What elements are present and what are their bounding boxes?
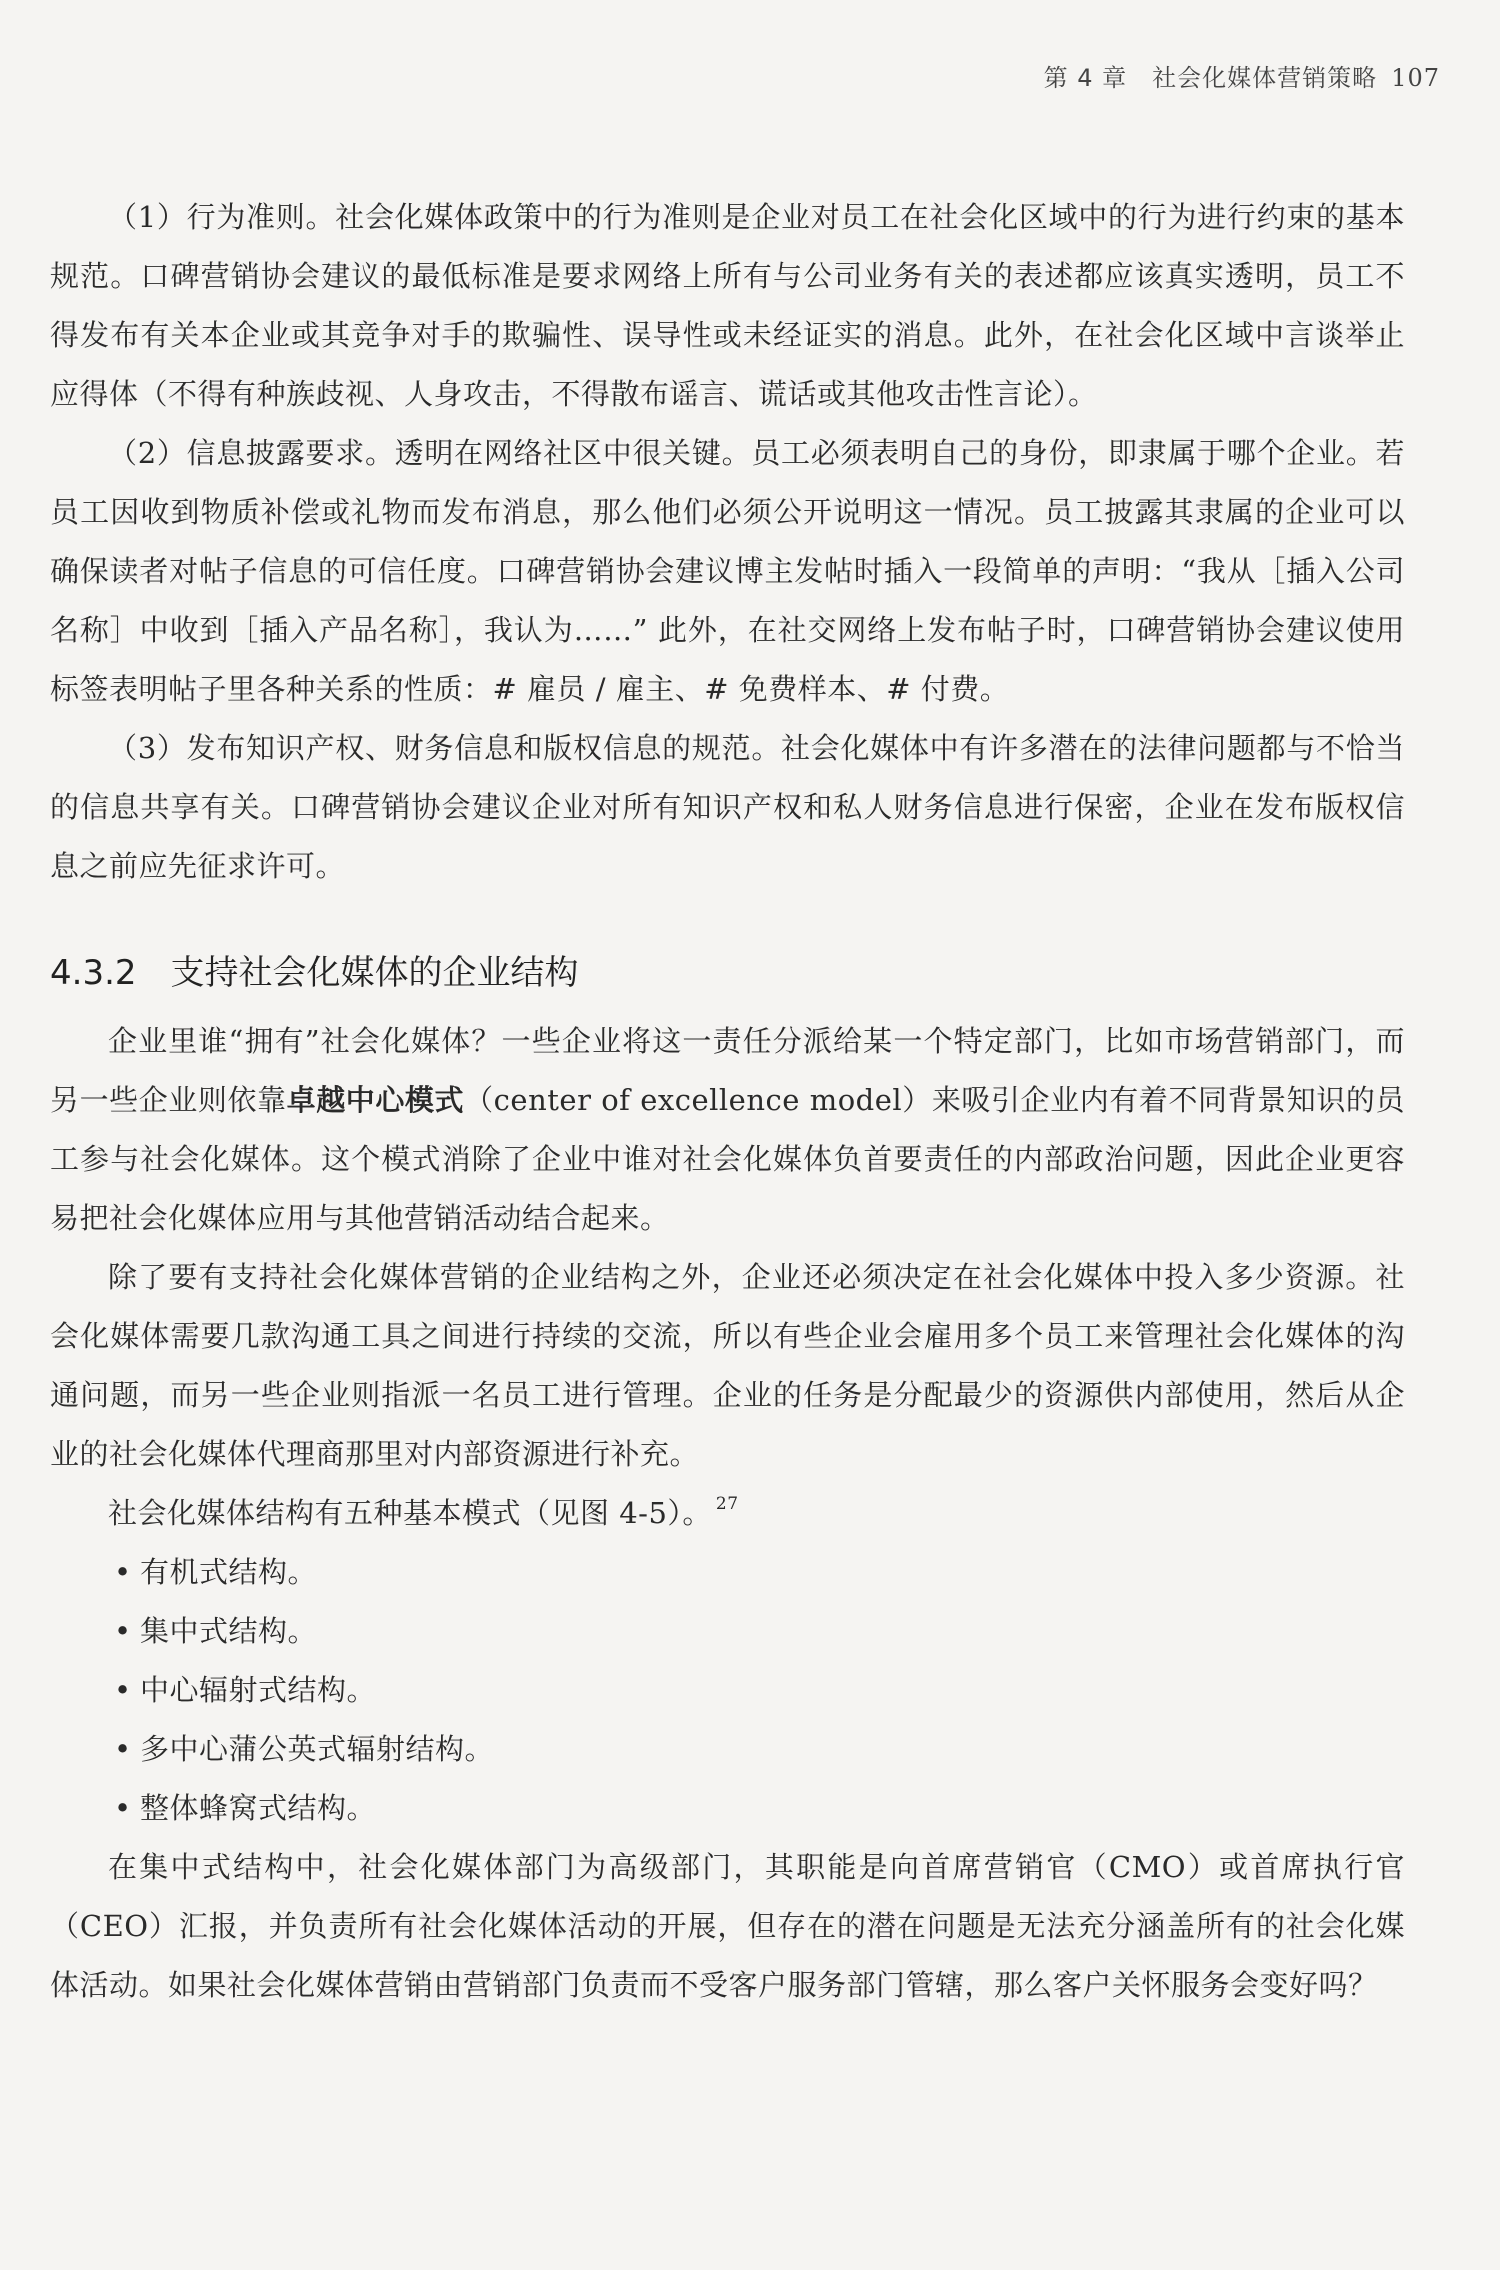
page-body [50, 188, 1405, 2015]
running-header [1044, 58, 1440, 93]
paragraph-models-intro [50, 1484, 1405, 1543]
paragraph-center-of-excellence [50, 1012, 1405, 1248]
list-item-text: 整体蜂窝式结构。 [140, 1791, 377, 1825]
list-item [50, 1602, 1405, 1661]
key-term: 卓越中心模式 [286, 1083, 465, 1117]
paragraph-disclosure: （2）信息披露要求。透明在网络社区中很关键。员工必须表明自己的身份，即隶属于哪个企业。若员工因收到物质补偿或礼物而发布消息，那么他们必须公开说明这一情况。员工披露其隶属的企业可以确保读者对帖子信息的可信任度。口碑营销协会建议博主发帖时插入一段简单的声明：“我从［插入公司名称］中收到［插入产品名称］，我认为……” 此外，在社交网络上发布帖子时，口碑营销协会建议使用标签表明帖子里各种关系的性质：# 雇员 / 雇主、# 免费样本、# 付费。 [50, 436, 1405, 706]
paragraph-code-of-conduct: （1）行为准则。社会化媒体政策中的行为准则是企业对员工在社会化区域中的行为进行约束的基本规范。口碑营销协会建议的最低标准是要求网络上所有与公司业务有关的表述都应该真实透明，员工不得发布有关本企业或其竞争对手的欺骗性、误导性或未经证实的消息。此外，在社会化区域中言谈举止应得体（不得有种族歧视、人身攻击，不得散布谣言、谎话或其他攻击性言论）。 [50, 200, 1405, 411]
bullet: • [114, 1673, 132, 1707]
footnote-ref: 27 [715, 1494, 739, 1514]
page-number: 107 [1391, 64, 1440, 92]
list-item-text: 有机式结构。 [140, 1555, 318, 1589]
section-title: 支持社会化媒体的企业结构 [170, 953, 579, 993]
bullet: • [114, 1614, 132, 1648]
models-list [50, 1543, 1405, 1838]
list-item [50, 1779, 1405, 1838]
bullet: • [114, 1732, 132, 1766]
list-item-text: 多中心蒲公英式辐射结构。 [140, 1732, 495, 1766]
list-item [50, 1720, 1405, 1779]
models-intro-text: 社会化媒体结构有五种基本模式（见图 4-5）。 [108, 1496, 712, 1530]
paragraph-centralized: 在集中式结构中，社会化媒体部门为高级部门，其职能是向首席营销官（CMO）或首席执行官（CEO）汇报，并负责所有社会化媒体活动的开展，但存在的潜在问题是无法充分涵盖所有的社会化媒体活动。如果社会化媒体营销由营销部门负责而不受客户服务部门管辖，那么客户关怀服务会变好吗？ [50, 1850, 1405, 2002]
section-heading [50, 946, 1405, 1000]
list-item [50, 1661, 1405, 1720]
paragraph-ip-rules: （3）发布知识产权、财务信息和版权信息的规范。社会化媒体中有许多潜在的法律问题都与不恰当的信息共享有关。口碑营销协会建议企业对所有知识产权和私人财务信息进行保密，企业在发布版权信息之前应先征求许可。 [50, 731, 1405, 883]
list-item-text: 中心辐射式结构。 [140, 1673, 377, 1707]
bullet: • [114, 1555, 132, 1589]
coe-text-after: （center of excellence model）来吸引企业内有着不同背景知识的员工参与社会化媒体。这个模式消除了企业中谁对社会化媒体负首要责任的内部政治问题，因此企业更容易把社会化媒体应用与其他营销活动结合起来。 [50, 1083, 1405, 1235]
coe-text-before: 企业里谁“拥有”社会化媒体？一些企业将这一责任分派给某一个特定部门，比如市场营销部门，而另一些企业则依靠 [50, 1024, 1405, 1117]
paragraph-resources: 除了要有支持社会化媒体营销的企业结构之外，企业还必须决定在社会化媒体中投入多少资源。社会化媒体需要几款沟通工具之间进行持续的交流，所以有些企业会雇用多个员工来管理社会化媒体的沟通问题，而另一些企业则指派一名员工进行管理。企业的任务是分配最少的资源供内部使用，然后从企业的社会化媒体代理商那里对内部资源进行补充。 [50, 1260, 1405, 1471]
list-item [50, 1543, 1405, 1602]
section-number: 4.3.2 [50, 953, 137, 993]
bullet: • [114, 1791, 132, 1825]
chapter-title: 第 4 章 社会化媒体营销策略 [1043, 64, 1378, 92]
list-item-text: 集中式结构。 [140, 1614, 318, 1648]
